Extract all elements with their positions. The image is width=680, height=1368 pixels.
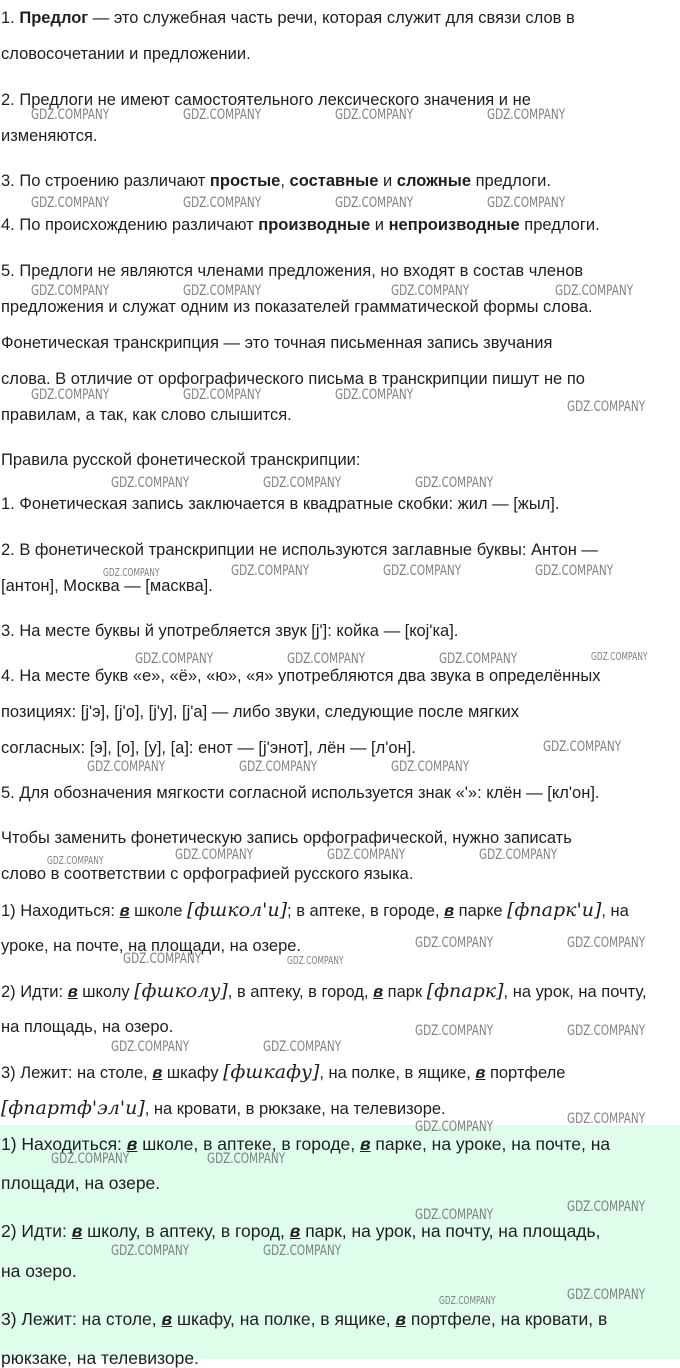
text-line: 1. Предлог — это служебная часть речи, которая служит для связи слов в bbox=[1, 9, 575, 27]
watermark-text: GDZ.COMPANY bbox=[415, 935, 494, 951]
transcription: [фшколу] bbox=[134, 980, 228, 1002]
watermark-text: GDZ.COMPANY bbox=[231, 563, 310, 579]
transcription: [фпарк'и] bbox=[507, 899, 602, 921]
watermark-text: GDZ.COMPANY bbox=[183, 283, 262, 299]
answer-line: на озеро. bbox=[1, 1261, 77, 1281]
text-line: 3. На месте буквы й употребляется звук [j']: койка — [кoj'ка]. bbox=[1, 622, 459, 640]
watermark-text: GDZ.COMPANY bbox=[415, 1207, 494, 1223]
watermark-text: GDZ.COMPANY bbox=[415, 475, 494, 491]
text-line: позициях: [j'э], [j'о], [j'у], [j'а] — либо звуки, следующие после мягких bbox=[1, 703, 519, 721]
watermark-text: GDZ.COMPANY bbox=[439, 651, 518, 667]
task-line: на площадь, на озеро. bbox=[1, 1018, 174, 1036]
watermark-text: GDZ.COMPANY bbox=[391, 283, 470, 299]
text-line: Правила русской фонетической транскрипции: bbox=[1, 451, 361, 469]
task-line: 1) Находиться: в школе [фшкол'и]; в аптеке, в городе, в парке [фпарк'и], на bbox=[1, 899, 629, 921]
watermark-text: GDZ.COMPANY bbox=[287, 651, 366, 667]
transcription: [фпартф'эл'и] bbox=[1, 1097, 145, 1119]
answer-line: площади, на озере. bbox=[1, 1173, 161, 1193]
text-line: 4. На месте букв «е», «ё», «ю», «я» употребляются два звука в определённых bbox=[1, 667, 601, 685]
watermark-text: GDZ.COMPANY bbox=[327, 847, 406, 863]
watermark-text: GDZ.COMPANY bbox=[183, 195, 262, 211]
watermark-text: GDZ.COMPANY bbox=[479, 847, 558, 863]
watermark-text: GDZ.COMPANY bbox=[567, 1023, 646, 1039]
watermark-text: GDZ.COMPANY bbox=[263, 1243, 342, 1259]
text-line: Фонетическая транскрипция — это точная письменная запись звучания bbox=[1, 334, 553, 352]
watermark-text: GDZ.COMPANY bbox=[287, 955, 344, 967]
answer-line: 2) Идти: в школу, в аптеку, в город, в парк, на урок, на почту, на площадь, bbox=[1, 1221, 601, 1241]
task-line: уроке, на почте, на площади, на озере. bbox=[1, 937, 302, 955]
watermark-text: GDZ.COMPANY bbox=[567, 1111, 646, 1127]
watermark-text: GDZ.COMPANY bbox=[487, 107, 566, 123]
answer-line: 3) Лежит: на столе, в шкафу, на полке, в ящике, в портфеле, на кровати, в bbox=[1, 1309, 608, 1329]
watermark-text: GDZ.COMPANY bbox=[535, 563, 614, 579]
watermark-text: GDZ.COMPANY bbox=[31, 107, 110, 123]
transcription: [фпарк] bbox=[426, 980, 504, 1002]
text-line: слова. В отличие от орфографического письма в транскрипции пишут не по bbox=[1, 370, 585, 388]
transcription: [фшкол'и] bbox=[186, 899, 288, 921]
watermark-text: GDZ.COMPANY bbox=[439, 1295, 496, 1307]
transcription: [фшкафу] bbox=[223, 1061, 320, 1083]
watermark-text: GDZ.COMPANY bbox=[591, 651, 648, 663]
watermark-text: GDZ.COMPANY bbox=[567, 1287, 646, 1303]
watermark-text: GDZ.COMPANY bbox=[47, 855, 104, 867]
watermark-text: GDZ.COMPANY bbox=[555, 283, 634, 299]
watermark-text: GDZ.COMPANY bbox=[123, 951, 202, 967]
text-line: предложения и служат одним из показателей грамматической формы слова. bbox=[1, 298, 593, 316]
text-line: согласных: [э], [о], [у], [а]: енот — [j'энот], лён — [л'он]. bbox=[1, 739, 416, 757]
text-line: 3. По строению различают простые, составные и сложные предлоги. bbox=[1, 172, 551, 190]
text-line: изменяются. bbox=[1, 127, 98, 145]
watermark-text: GDZ.COMPANY bbox=[111, 1243, 190, 1259]
watermark-text: GDZ.COMPANY bbox=[567, 935, 646, 951]
text-line: 5. Предлоги не являются членами предложения, но входят в состав членов bbox=[1, 262, 584, 280]
watermark-text: GDZ.COMPANY bbox=[111, 1039, 190, 1055]
text-line: правилам, а так, как слово слышится. bbox=[1, 406, 292, 424]
watermark-text: GDZ.COMPANY bbox=[87, 759, 166, 775]
watermark-text: GDZ.COMPANY bbox=[263, 475, 342, 491]
watermark-text: GDZ.COMPANY bbox=[487, 195, 566, 211]
watermark-text: GDZ.COMPANY bbox=[415, 1023, 494, 1039]
text-line: словосочетании и предложении. bbox=[1, 45, 251, 63]
text-line: 1. Фонетическая запись заключается в квадратные скобки: жил — [жыл]. bbox=[1, 495, 560, 513]
watermark-text: GDZ.COMPANY bbox=[391, 759, 470, 775]
answer-line: 1) Находиться: в школе, в аптеке, в городе, в парке, на уроке, на почте, на bbox=[1, 1134, 611, 1154]
text-line: 5. Для обозначения мягкости согласной используется знак «'»: клён — [кл'он]. bbox=[1, 784, 600, 802]
watermark-text: GDZ.COMPANY bbox=[335, 107, 414, 123]
text-line: 2. Предлоги не имеют самостоятельного лексического значения и не bbox=[1, 91, 531, 109]
task-line: 3) Лежит: на столе, в шкафу [фшкафу], на полке, в ящике, в портфеле bbox=[1, 1061, 566, 1083]
watermark-text: GDZ.COMPANY bbox=[135, 651, 214, 667]
watermark-text: GDZ.COMPANY bbox=[51, 1151, 130, 1167]
watermark-text: GDZ.COMPANY bbox=[335, 387, 414, 403]
watermark-text: GDZ.COMPANY bbox=[31, 283, 110, 299]
watermark-text: GDZ.COMPANY bbox=[111, 475, 190, 491]
watermark-text: GDZ.COMPANY bbox=[335, 195, 414, 211]
text-line: слово в соответствии с орфографией русского языка. bbox=[1, 865, 414, 883]
text-line: 2. В фонетической транскрипции не используются заглавные буквы: Антон — bbox=[1, 541, 598, 559]
watermark-text: GDZ.COMPANY bbox=[175, 847, 254, 863]
watermark-text: GDZ.COMPANY bbox=[31, 387, 110, 403]
watermark-text: GDZ.COMPANY bbox=[263, 1039, 342, 1055]
watermark-text: GDZ.COMPANY bbox=[543, 739, 622, 755]
watermark-text: GDZ.COMPANY bbox=[567, 1199, 646, 1215]
watermark-text: GDZ.COMPANY bbox=[567, 399, 646, 415]
answer-line: рюкзаке, на телевизоре. bbox=[1, 1348, 199, 1368]
text-line: [антон], Москва — [масква]. bbox=[1, 577, 213, 595]
watermark-text: GDZ.COMPANY bbox=[415, 1119, 494, 1135]
text-line: Чтобы заменить фонетическую запись орфографической, нужно записать bbox=[1, 829, 572, 847]
watermark-text: GDZ.COMPANY bbox=[103, 567, 160, 579]
task-line: 2) Идти: в школу [фшколу], в аптеку, в город, в парк [фпарк], на урок, на почту, bbox=[1, 980, 647, 1002]
watermark-text: GDZ.COMPANY bbox=[183, 387, 262, 403]
watermark-text: GDZ.COMPANY bbox=[239, 759, 318, 775]
watermark-text: GDZ.COMPANY bbox=[207, 1151, 286, 1167]
watermark-text: GDZ.COMPANY bbox=[183, 107, 262, 123]
task-line: [фпартф'эл'и], на кровати, в рюкзаке, на телевизоре. bbox=[1, 1097, 446, 1119]
watermark-text: GDZ.COMPANY bbox=[31, 195, 110, 211]
watermark-text: GDZ.COMPANY bbox=[383, 563, 462, 579]
text-line: 4. По происхождению различают производные и непроизводные предлоги. bbox=[1, 216, 600, 234]
